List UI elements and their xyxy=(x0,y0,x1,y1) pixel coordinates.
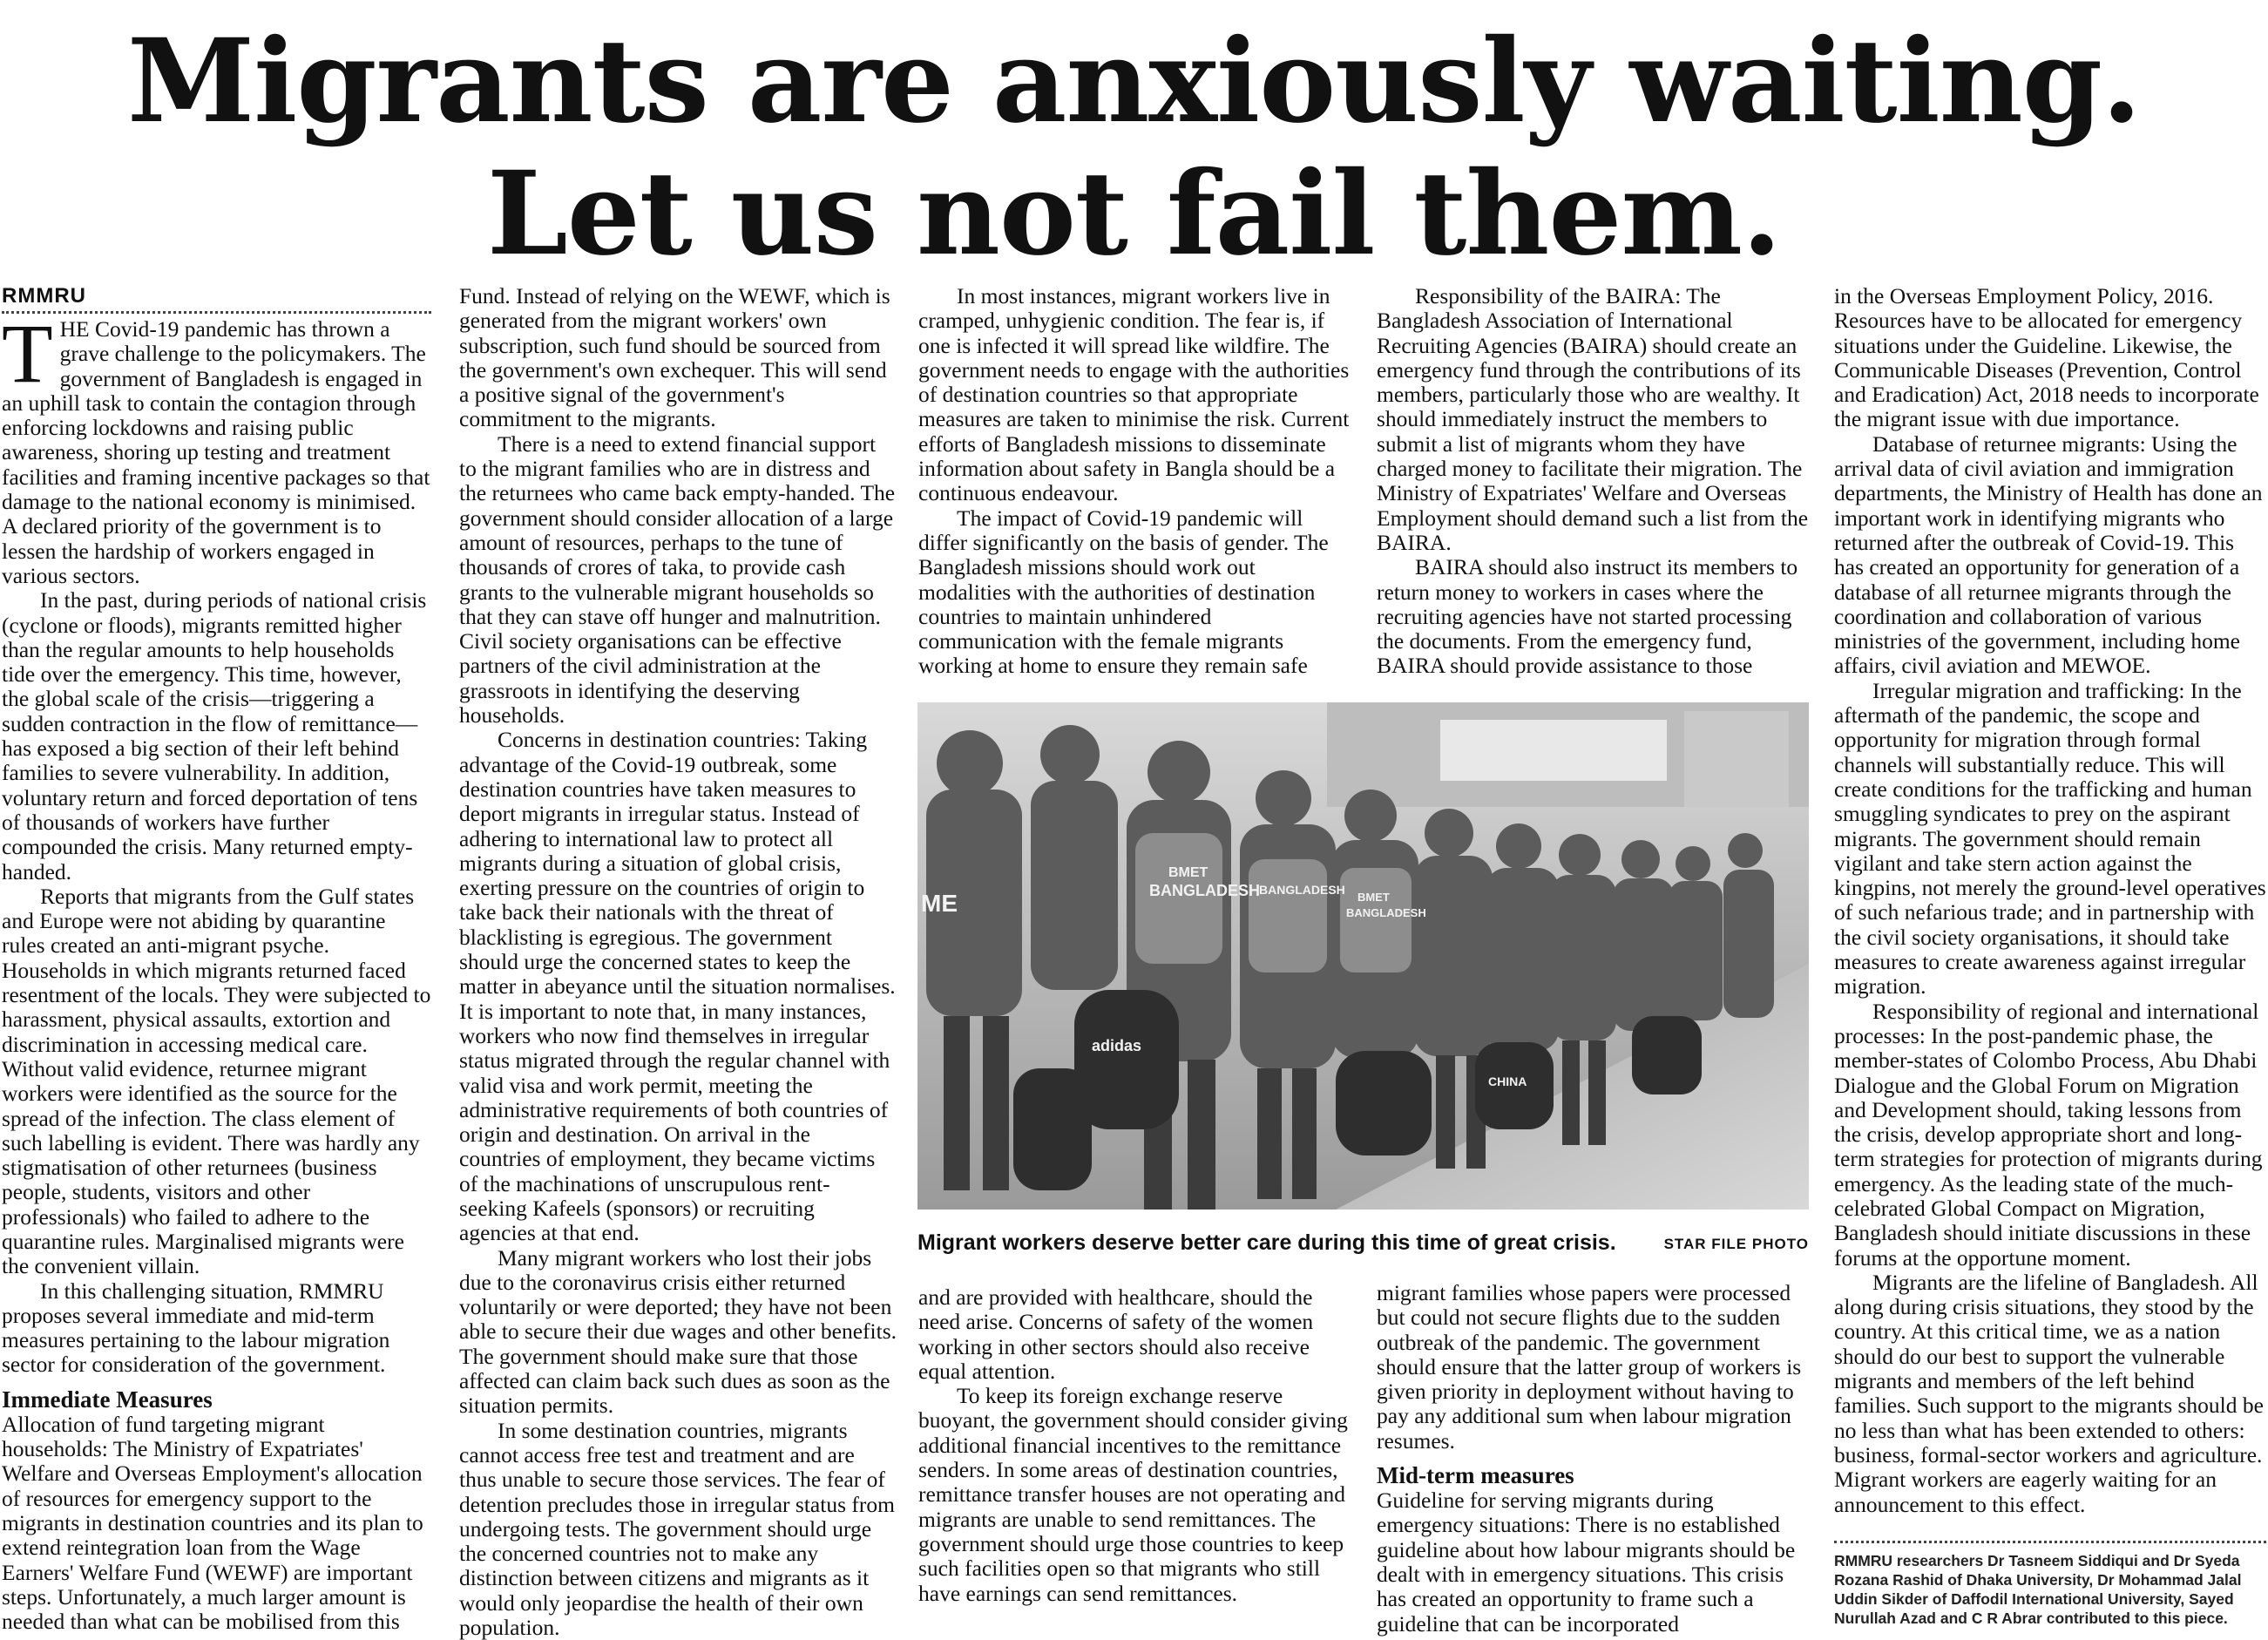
paragraph: migrant families whose papers were processed but could not secure flights due to the sudden outbreak of the pandemic. The government should ensure that the latter group of workers is given priority in deployment without having to pay any additional sum when labour migration resumes. xyxy=(1377,1280,1802,1454)
shirt-text: BANGLADESH xyxy=(1259,883,1345,897)
paragraph: In this challenging situation, RMMRU proposes several immediate and mid-term measures pertaining to the labour migration sector for consideration of the government. xyxy=(2,1277,390,1378)
paragraph: and are provided with healthcare, should the need arise. Concerns of safety of the women working in other sectors should also receive equal attention. xyxy=(918,1284,1314,1384)
news-photo xyxy=(917,702,1809,1210)
paragraph: In some destination countries, migrants cannot access free test and treatment and are thus unable to secure those services. The fear of detention precludes those in irregular status from undergoing tests. The government should urge the concerned countries not to make any distinction between citizens and migrants as it would only jeopardise the health of their own population. xyxy=(459,1417,895,1640)
credit-divider xyxy=(1834,1541,2266,1543)
contributors-note: RMMRU researchers Dr Tasneem Siddiqui and Dr Syeda Rozana Rashid of Dhaka University, Dr Mohammad Jalal Uddin Sikder of Daffodil International University, Sayed Nurullah Azad and C R Abrar contributed to this piece. xyxy=(1834,1552,2242,1627)
paragraph: Reports that migrants from the Gulf states and Europe were not abiding by quarantine rules created an anti-migrant psyche. Households in which migrants returned faced resentment of the locals. They were subjected to harassment, physical assaults, extortion and discrimination in accessing medical care. Without valid evidence, returnee migrant workers were identified as the source for the spread of the infection. The class element of such labelling is evident. There was hardly any stigmatisation of other returnees (business people, students, visitors and other professionals) who failed to adhere to the quarantine rules. Marginalised migrants were the convenient villain. xyxy=(2,883,431,1279)
article-column-1 xyxy=(2,281,431,1634)
paragraph: Many migrant workers who lost their jobs due to the coronavirus crisis either returned voluntarily or were deported; they have not been able to secure their due wages and other benefits. The government should make sure that those affected can claim back such dues as soon as the situation permits. xyxy=(459,1244,897,1419)
headline-line-2: Let us not fail them. xyxy=(486,146,1781,281)
section-heading-mid-term-measures: Mid-term measures xyxy=(1377,1462,1574,1489)
paragraph: in the Overseas Employment Policy, 2016. Resources have to be allocated for emergency situations under the Guideline. Likewise, the Communicable Diseases (Prevention, Control and Eradication) Act, 2018 needs to incorporate the migrant issue with due importance. xyxy=(1834,283,2259,432)
photo-credit: STAR FILE PHOTO xyxy=(1663,1236,1809,1252)
paragraph: Responsibility of regional and international processes: In the post-pandemic phase, the member-states of Colombo Process, Abu Dhabi Dialogue and the Global Forum on Migration and Development should, taking lessons from the crisis, develop appropriate short and long-term strategies for protection of migrants during emergency. As the leading state of the much-celebrated Global Compact on Migration, Bangladesh should initiate discussions in these forums at the opportune moment. xyxy=(1834,998,2263,1271)
article-column-4-top xyxy=(1377,284,1810,679)
bag-text: adidas xyxy=(1092,1037,1142,1054)
article-column-5 xyxy=(1834,284,2266,1517)
paragraph-text: HE Covid-19 pandemic has thrown a grave challenge to the policymakers. The government of Bangladesh is engaged in an uphill task to contain the contagion through enforcing lockdowns and raising public awareness, shoring up testing and treatment facilities and framing incentive packages so that damage to the national economy is minimised. A declared priority of the government is to lessen the hardship of workers engaged in various sectors. xyxy=(2,316,430,588)
caption-text: Migrant workers deserve better care during this time of great crisis. xyxy=(917,1230,1616,1255)
paragraph: There is a need to extend financial support to the migrant families who are in distress and the returnees who came back empty-handed. The government should consider allocation of a large amount of resources, perhaps to the tune of thousands of crores of taka, to provide cash grants to the vulnerable migrant households so that they can stave off hunger and malnutrition. Civil society organisations can be effective partners of the civil administration at the grassroots in identifying the deserving households. xyxy=(459,430,896,729)
paragraph: Guideline for serving migrants during emergency situations: There is no established guideline about how labour migrants should be dealt with in emergency situations. This crisis has created an opportunity to frame such a guideline that can be incorporated xyxy=(1377,1488,1796,1637)
shirt-text: ME xyxy=(921,890,958,917)
lead-paragraph xyxy=(2,307,431,588)
bag-text: CHINA xyxy=(1488,1074,1527,1088)
shirt-text: BMET xyxy=(1357,891,1390,904)
article-column-2 xyxy=(459,284,897,1640)
paragraph: Concerns in destination countries: Taking advantage of the Covid-19 outbreak, some destination countries have taken measures to deport migrants in irregular status. Instead of adhering to international law to protect all migrants during a situation of global crisis, exerting pressure on the countries of origin to take back their nationals with the threat of blacklisting is egregious. The government should urge the concerned states to keep the matter in abeyance until the situation normalises. It is important to note that, in many instances, workers who now find themselves in irregular status migrated through the regular channel with valid visa and work permit, meeting the administrative requirements of both countries of origin and destination. On arrival in the countries of employment, they became victims of the machinations of unscrupulous rent-seeking Kafeels (sponsors) or recruiting agencies at that end. xyxy=(459,727,896,1246)
shirt-text: BANGLADESH xyxy=(1346,906,1426,919)
paragraph: Responsibility of the BAIRA: The Bangladesh Association of International Recruiting Agencies (BAIRA) should create an emergency fund through the contributions of its members, particularly those who are wealthy. It should immediately instruct the members to submit a list of migrants whom they have charged money to facilitate their migration. The Ministry of Expatriates' Welfare and Overseas Employment should demand such a list from the BAIRA. xyxy=(1377,283,1809,555)
paragraph: The impact of Covid-19 pandemic will differ significantly on the basis of gender. The Bangladesh missions should work out modalities with the authorities of destination countries to maintain unhindered communication with the female migrants working at home to ensure they remain safe xyxy=(918,505,1329,679)
byline: RMMRU xyxy=(2,284,86,308)
paragraph: Migrants are the lifeline of Bangladesh. All along during crisis situations, they stood by the country. At this critical time, we as a nation should do our best to support the vulnerable migrants and members of the left behind families. Such support to the migrants should be no less than what has been extended to others: business, formal-sector workers and agriculture. Migrant workers are eagerly waiting for an announcement to this effect. xyxy=(1834,1269,2264,1517)
paragraph: In most instances, migrant workers live in cramped, unhygienic condition. The fear is, if one is infected it will spread like wildfire. The government needs to engage with the authorities of destination countries so that appropriate measures are taken to minimise the risk. Current efforts of Bangladesh missions to disseminate information about safety in Bangla should be a continuous endeavour. xyxy=(918,283,1350,506)
migrant-workers-photo xyxy=(917,702,1809,1210)
shirt-text: BMET xyxy=(1168,865,1208,880)
paragraph: Fund. Instead of relying on the WEWF, which is generated from the migrant workers' own subscription, such fund should be sourced from the government's own exchequer. This will send a positive signal of the government's commitment to the migrants. xyxy=(459,283,890,432)
article-column-3-top xyxy=(918,284,1351,679)
paragraph: Database of returnee migrants: Using the arrival data of civil aviation and immigration departments, the Ministry of Health has done an important work in identifying migrants who returned after the outbreak of Covid-19. This has created an opportunity for generation of a database of all returnee migrants through the coordination and collaboration of various ministries of the government, including home affairs, civil aviation and MEWOE. xyxy=(1834,430,2263,679)
photo-caption xyxy=(917,1230,1809,1265)
drop-cap: T xyxy=(2,307,53,400)
headline xyxy=(0,16,2268,281)
shirt-text: BANGLADESH xyxy=(1149,882,1261,899)
paragraph: Irregular migration and trafficking: In the aftermath of the pandemic, the scope and opportunity for migration through formal channels will substantially reduce. This will create conditions for the trafficking and human smuggling syndicates to prey on the aspirant migrants. The government should remain vigilant and take stern action against the kingpins, not merely the ground-level operatives of such nefarious trade; and in partnership with the civil society organisations, it should take measures to create awareness against irregular migration. xyxy=(1834,677,2266,1000)
article-column-3-bottom xyxy=(918,1285,1351,1606)
paragraph: In the past, during periods of national crisis (cyclone or floods), migrants remitted higher than the regular amounts to help households tide over the emergency. This time, however, the global scale of the crisis—triggering a sudden contraction in the flow of remittance—has exposed a big section of their left behind families to severe vulnerability. In addition, voluntary return and forced deportation of tens of thousands of workers have further compounded the crisis. Many returned empty-handed. xyxy=(2,587,427,884)
paragraph: To keep its foreign exchange reserve buoyant, the government should consider giving additional financial incentives to the remittance senders. In some areas of destination countries, remittance transfer houses are not operating and migrants are unable to send remittances. The government should urge those countries to keep such facilities open so that migrants who still have earnings can send remittances. xyxy=(918,1383,1348,1606)
section-heading-immediate-measures: Immediate Measures xyxy=(2,1386,213,1413)
paragraph: BAIRA should also instruct its members to return money to workers in cases where the recruiting agencies have not started processing the documents. From the emergency fund, BAIRA should provide assistance to those xyxy=(1377,554,1798,679)
article-column-4-bottom xyxy=(1377,1281,1810,1637)
headline-line-1: Migrants are anxiously waiting. xyxy=(127,14,2141,149)
paragraph: Allocation of fund targeting migrant households: The Ministry of Expatriates' Welfare and Overseas Employment's allocation of resources for emergency support to the migrants in destination countries and its plan to extend reintegration loan from the Wage Earners' Welfare Fund (WEWF) are important steps. Unfortunately, a much larger amount is needed than what can be mobilised from this xyxy=(2,1411,423,1635)
